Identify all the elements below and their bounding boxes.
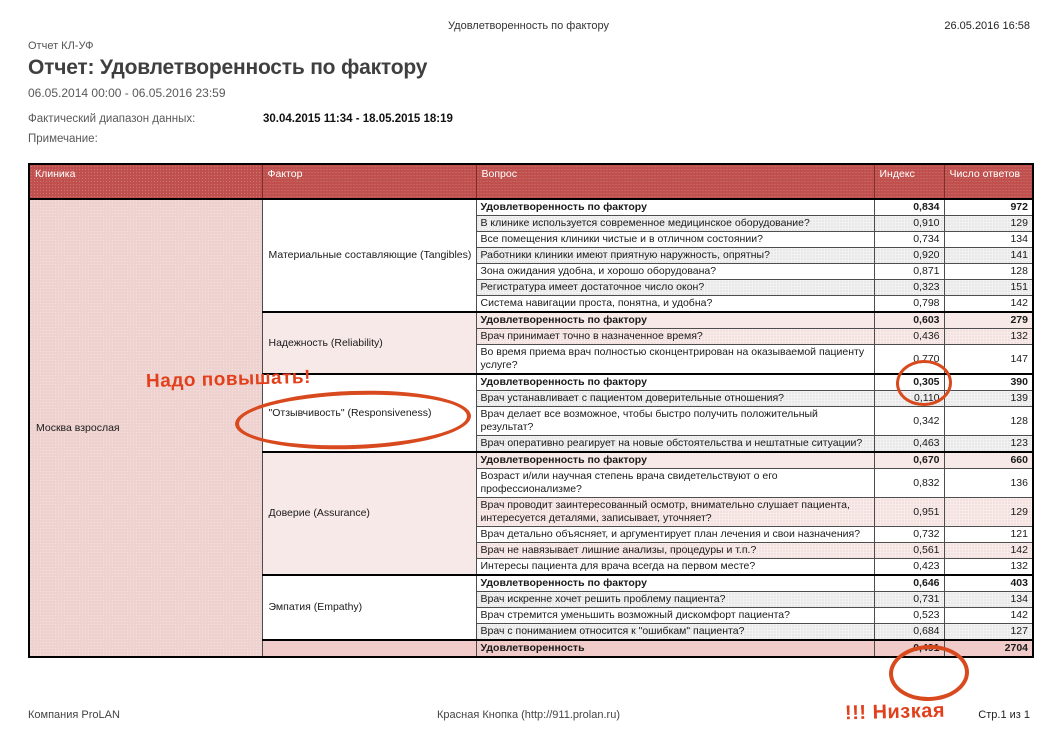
index-cell: 0,798 — [874, 296, 944, 313]
count-cell: 136 — [944, 469, 1033, 498]
question-cell: Врач проводит заинтересованный осмотр, внимательно слушает пациента, интересуется деталями, записывает, уточняет? — [476, 498, 874, 527]
col-header-clinic: Клиника — [29, 164, 262, 199]
count-cell: 129 — [944, 498, 1033, 527]
question-cell: Все помещения клиники чистые и в отличном состоянии? — [476, 232, 874, 248]
factor-cell: Материальные составляющие (Tangibles) — [262, 199, 476, 312]
question-cell: Врач искренне хочет решить проблему пациента? — [476, 592, 874, 608]
actual-range-label: Фактический диапазон данных: — [28, 113, 196, 125]
factor-cell: Надежность (Reliability) — [262, 312, 476, 374]
question-cell: Работники клиники имеют приятную наружность, опрятны? — [476, 248, 874, 264]
question-cell: Во время приема врач полностью сконцентрирован на оказываемой пациенту услуге? — [476, 345, 874, 375]
table-row — [29, 199, 1033, 216]
index-cell: 0,951 — [874, 498, 944, 527]
report-body — [29, 199, 1033, 657]
footer-company: Компания ProLAN — [28, 709, 120, 721]
index-cell: 0,910 — [874, 216, 944, 232]
count-cell: 151 — [944, 280, 1033, 296]
col-header-index: Индекс — [874, 164, 944, 199]
count-cell: 134 — [944, 232, 1033, 248]
index-cell: 0,423 — [874, 559, 944, 576]
count-cell: 142 — [944, 608, 1033, 624]
annotation-low-note: !!! Низкая — [844, 699, 946, 725]
annotation-ellipse-total-index — [888, 644, 970, 703]
question-cell: Регистратура имеет достаточное число окон? — [476, 280, 874, 296]
question-cell: В клинике используется современное медицинское оборудование? — [476, 216, 874, 232]
running-title: Удовлетворенность по фактору — [448, 20, 609, 32]
page-title: Отчет: Удовлетворенность по фактору — [28, 56, 428, 79]
count-cell: 147 — [944, 345, 1033, 375]
index-cell: 0,920 — [874, 248, 944, 264]
factor-cell: Доверие (Assurance) — [262, 452, 476, 575]
count-cell: 279 — [944, 312, 1033, 329]
question-cell: Врач делает все возможное, чтобы быстро получить положительный результат? — [476, 407, 874, 436]
col-header-count: Число ответов — [944, 164, 1033, 199]
count-cell: 142 — [944, 543, 1033, 559]
question-cell: Система навигации проста, понятна, и удобна? — [476, 296, 874, 313]
index-cell: 0,646 — [874, 575, 944, 592]
index-cell: 0,871 — [874, 264, 944, 280]
index-cell: 0,561 — [874, 543, 944, 559]
index-cell: 0,734 — [874, 232, 944, 248]
count-cell: 121 — [944, 527, 1033, 543]
actual-range-value: 30.04.2015 11:34 - 18.05.2015 18:19 — [263, 113, 453, 125]
question-cell: Врач не навязывает лишние анализы, процедуры и т.п.? — [476, 543, 874, 559]
count-cell: 134 — [944, 592, 1033, 608]
count-cell: 972 — [944, 199, 1033, 216]
index-cell: 0,832 — [874, 469, 944, 498]
question-cell: Интересы пациента для врача всегда на первом месте? — [476, 559, 874, 576]
table-header-row — [29, 164, 1033, 199]
index-cell: 0,463 — [874, 436, 944, 453]
count-cell: 141 — [944, 248, 1033, 264]
count-cell: 132 — [944, 329, 1033, 345]
annotation-raise-note: Надо повышать! — [145, 366, 312, 393]
index-cell: 0,523 — [874, 608, 944, 624]
index-cell: 0,603 — [874, 312, 944, 329]
index-cell: 0,732 — [874, 527, 944, 543]
report-table — [28, 163, 1034, 658]
index-cell: 0,305 — [874, 374, 944, 391]
question-cell: Врач детально объясняет, и аргументирует план лечения и свои назначения? — [476, 527, 874, 543]
count-cell: 127 — [944, 624, 1033, 641]
count-cell: 390 — [944, 374, 1033, 391]
question-cell: Врач принимает точно в назначенное время? — [476, 329, 874, 345]
index-cell: 0,684 — [874, 624, 944, 641]
index-cell: 0,342 — [874, 407, 944, 436]
question-cell: Удовлетворенность по фактору — [476, 374, 874, 391]
index-cell: 0,323 — [874, 280, 944, 296]
question-cell: Зона ожидания удобна, и хорошо оборудована? — [476, 264, 874, 280]
index-cell: 0,731 — [874, 592, 944, 608]
note-label: Примечание: — [28, 133, 98, 145]
count-cell: 403 — [944, 575, 1033, 592]
index-cell: 0,770 — [874, 345, 944, 375]
count-cell: 142 — [944, 296, 1033, 313]
question-cell: Врач стремится уменьшить возможный дискомфорт пациента? — [476, 608, 874, 624]
total-factor-empty-cell — [262, 640, 476, 657]
print-datetime: 26.05.2016 16:58 — [944, 20, 1030, 32]
question-cell: Удовлетворенность по фактору — [476, 312, 874, 329]
col-header-question: Вопрос — [476, 164, 874, 199]
col-header-factor: Фактор — [262, 164, 476, 199]
count-cell: 132 — [944, 559, 1033, 576]
index-cell: 0,110 — [874, 391, 944, 407]
total-count-cell: 2704 — [944, 640, 1033, 657]
question-cell: Врач устанавливает с пациентом доверительные отношения? — [476, 391, 874, 407]
factor-cell: Эмпатия (Empathy) — [262, 575, 476, 640]
count-cell: 139 — [944, 391, 1033, 407]
question-cell: Удовлетворенность по фактору — [476, 452, 874, 469]
total-label-cell: Удовлетворенность — [476, 640, 874, 657]
footer-page-number: Стр.1 из 1 — [978, 709, 1030, 721]
total-index-cell: 0,491 — [874, 640, 944, 657]
question-cell: Возраст и/или научная степень врача свидетельствуют о его профессионализме? — [476, 469, 874, 498]
index-cell: 0,834 — [874, 199, 944, 216]
index-cell: 0,436 — [874, 329, 944, 345]
footer-product-link: Красная Кнопка (http://911.prolan.ru) — [437, 709, 620, 721]
report-code: Отчет КЛ-УФ — [28, 40, 94, 52]
clinic-cell: Москва взрослая — [29, 199, 262, 657]
count-cell: 123 — [944, 436, 1033, 453]
factor-cell: "Отзывчивость" (Responsiveness) — [262, 374, 476, 452]
index-cell: 0,670 — [874, 452, 944, 469]
question-cell: Врач оперативно реагирует на новые обстоятельства и нештатные ситуации? — [476, 436, 874, 453]
question-cell: Удовлетворенность по фактору — [476, 199, 874, 216]
question-cell: Врач с пониманием относится к "ошибкам" пациента? — [476, 624, 874, 641]
count-cell: 128 — [944, 264, 1033, 280]
report-period: 06.05.2014 00:00 - 06.05.2016 23:59 — [28, 86, 226, 100]
count-cell: 660 — [944, 452, 1033, 469]
count-cell: 128 — [944, 407, 1033, 436]
count-cell: 129 — [944, 216, 1033, 232]
question-cell: Удовлетворенность по фактору — [476, 575, 874, 592]
report-table-wrap — [28, 163, 1034, 658]
